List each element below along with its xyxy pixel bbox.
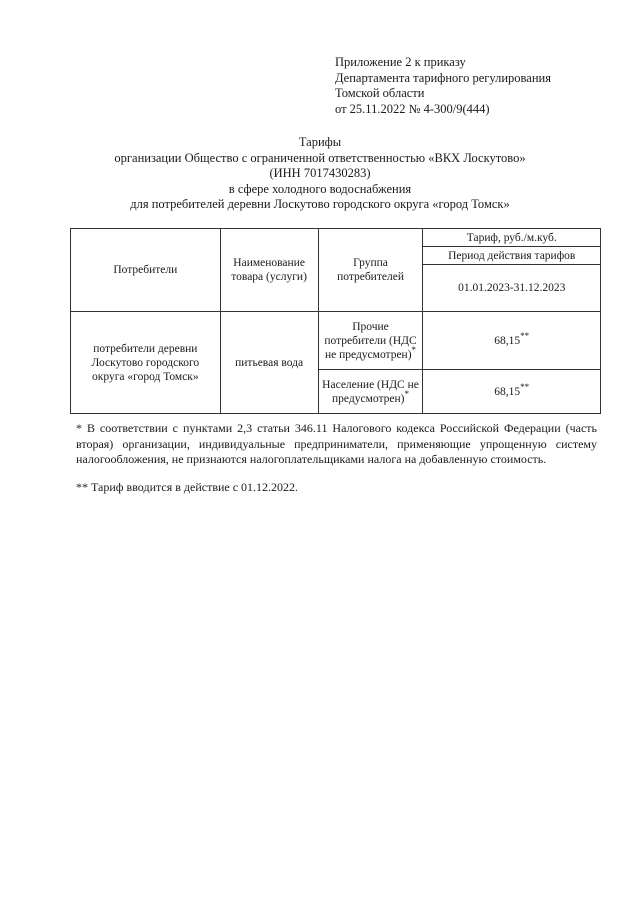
footnote-text: В соответствии с пунктами 2,3 статьи 346.11 Налогового кодекса Российской Федерации (часть вторая) организации, индивидуальные предприниматели, применяющие упрощенную систему налогообложения, не признаются налогоплательщиками налога на добавленную стоимость. xyxy=(76,421,597,466)
header-tariff: Тариф, руб./м.куб. xyxy=(423,229,601,247)
appendix-line: от 25.11.2022 № 4-300/9(444) xyxy=(335,101,490,116)
group-text: Население (НДС не предусмотрен) xyxy=(322,378,419,405)
header-group: Группа потребителей xyxy=(318,229,423,312)
header-period-label: Период действия тарифов xyxy=(423,247,601,265)
group-text: Прочие потребители (НДС не предусмотрен) xyxy=(324,320,417,361)
footnote-mark: * xyxy=(404,388,409,399)
tariff-value: 68,15 xyxy=(494,385,521,398)
footnote-mark: ** xyxy=(520,381,530,392)
header-goods: Наименование товара (услуги) xyxy=(220,229,318,312)
footnote-2 xyxy=(76,480,597,496)
footnote-mark: * xyxy=(76,421,82,435)
footnote-mark: ** xyxy=(76,479,88,494)
title-line: организации Общество с ограниченной ответственностью «ВКХ Лоскутово» xyxy=(114,150,526,165)
tariff-value-cell xyxy=(423,312,601,370)
appendix-line: Томской области xyxy=(335,86,425,100)
appendix-line: Приложение 2 к приказу xyxy=(335,55,466,69)
appendix-block xyxy=(335,55,551,117)
footnote-mark: * xyxy=(411,344,417,355)
group-cell xyxy=(318,370,423,414)
header-consumers: Потребители xyxy=(71,229,221,312)
title-line: в сфере холодного водоснабжения xyxy=(228,181,412,196)
title-line: Тарифы xyxy=(298,135,342,149)
group-cell xyxy=(318,312,423,370)
title-line: для потребителей деревни Лоскутово городского округа «город Томск» xyxy=(130,197,510,211)
consumers-cell: потребители деревни Лоскутово городского округа «город Томск» xyxy=(71,312,221,414)
tariff-table xyxy=(70,228,601,414)
table-row xyxy=(71,312,601,370)
footnote-mark: ** xyxy=(520,330,530,341)
footnote-text: Тариф вводится в действие с 01.12.2022. xyxy=(91,479,299,494)
tariff-value-cell xyxy=(423,370,601,414)
appendix-line: Департамента тарифного регулирования xyxy=(335,70,551,85)
document-title xyxy=(70,135,570,213)
footnotes xyxy=(76,421,597,495)
title-line: (ИНН 7017430283) xyxy=(269,166,371,180)
footnote-1 xyxy=(76,421,597,468)
header-period: 01.01.2023-31.12.2023 xyxy=(423,265,601,312)
tariff-value: 68,15 xyxy=(494,334,521,347)
goods-cell: питьевая вода xyxy=(220,312,318,414)
